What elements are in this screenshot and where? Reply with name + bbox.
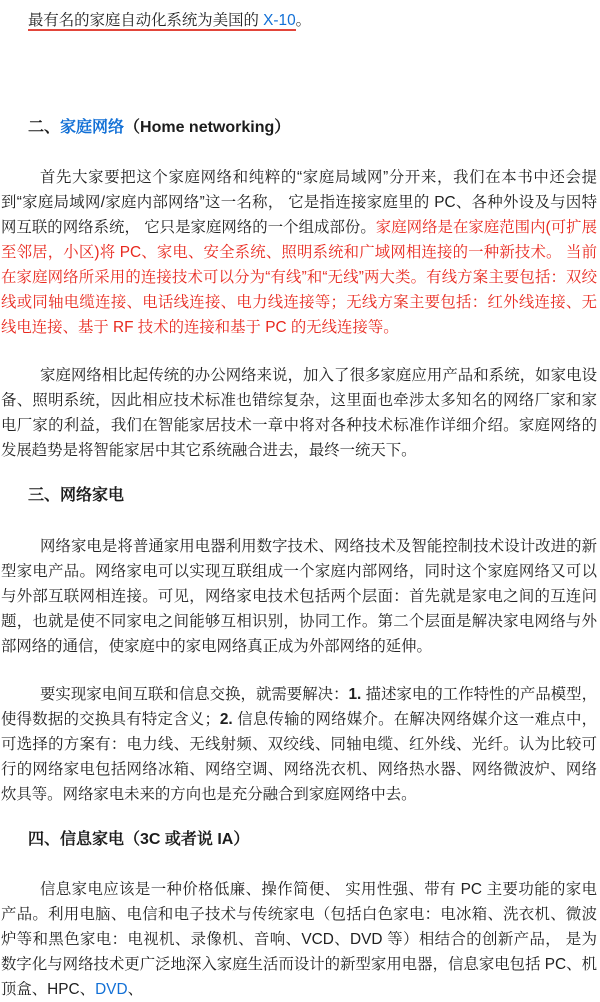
paragraph-home-network-trend: 家庭网络相比起传统的办公网络来说，加入了很多家庭应用产品和系统，如家电设备、照明系统，因此相应技术标准也错综复杂，这里面也牵涉太多知名的网络厂家和家电厂家的利益，我们在智能家居技术一章中将对各种技术标准作详细介绍。家庭网络的发展趋势是将智能家居中其它系统融合进去，最终一统天下。 [1, 367, 597, 459]
text-run-red: 家庭网络是在家庭范围内(可扩展至邻居，小区)将 PC、家电、安全系统、照明系统和广域网相连接的一种新技术。 当前在家庭网络所采用的连接技术可以分为“有线”和“无线”两大类。有线方案主要包括：双绞线或同轴电缆连接、电话线连接、电力线连接等；无线方案主要包括：红外线连接、无线电连接、基于 RF 技术的连接和基于 PC 的无线连接等。 [1, 219, 597, 336]
intro-text: 最有名的家庭自动化系统为美国的 [28, 12, 264, 29]
text-run-black: 首先大家要把这个家庭网络和纯粹的“家庭局域网”分开来，我们在本书中还会提到“家庭局域网/家庭内部网络”这一名称， 它是指连接家庭里的 PC、各种外设及与因特网互联的网络系统， 它只是家庭网络的一个组成部份。 [1, 169, 597, 236]
text-run: 要实现家电间互联和信息交换，就需要解决： [40, 686, 349, 703]
text-run: 、 [127, 981, 143, 998]
paragraph-home-network-definition [1, 165, 597, 340]
text-run: 信息家电应该是一种价格低廉、操作简便、 实用性强、带有 PC 主要功能的家电产品。利用电脑、电信和电子技术与传统家电（包括白色家电：电冰箱、洗衣机、微波炉等和黑色家电：电视机、录像机、音响、VCD、DVD 等）相结合的创新产品， 是为数字化与网络技术更广泛地深入家庭生活而设计的新型家用电器，信息家电包括 PC、机顶盒、HPC、 [1, 881, 597, 998]
text-run: 信息传输的网络媒介。在解决网络媒介这一难点中，可选择的方案有：电力线、无线射频、双绞线、同轴电缆、红外线、光纤。认为比较可行的网络家电包括网络冰箱、网络空调、网络洗衣机、网络热水器、网络微波炉、网络炊具等。网络家电未来的方向也是充分融合到家庭网络中去。 [1, 711, 597, 803]
heading-english: （Home networking） [124, 119, 291, 136]
list-number-1: 1. [348, 686, 362, 703]
intro-period: 。 [295, 12, 312, 29]
heading-network-appliances: 三、网络家电 [28, 487, 125, 504]
text-run: 描述家电的工作特性的产品模型，使得数据的交换具有特定含义； [1, 686, 597, 728]
paragraph-info-appliances [1, 877, 597, 1002]
x10-link[interactable]: X-10 [263, 12, 296, 29]
heading-home-networking [1, 118, 597, 138]
intro-line [1, 8, 597, 33]
list-number-2: 2. [219, 711, 233, 728]
dvd-link[interactable]: DVD [95, 981, 128, 998]
paragraph-network-appliances: 网络家电是将普通家用电器利用数字技术、网络技术及智能控制技术设计改进的新型家电产品。网络家电可以实现互联组成一个家庭内部网络，同时这个家庭网络又可以与外部互联网相连接。可见，网络家电技术包括两个层面：首先就是家电之间的互连问题，也就是使不同家电之间能够互相识别，协同工作。第二个层面是解决家电网络与外部网络的通信，使家庭中的家电网络真正成为外部网络的延伸。 [1, 538, 597, 655]
red-underlined-run [28, 12, 296, 31]
paragraph-appliance-interconnect [1, 682, 597, 807]
heading-number: 二、 [28, 119, 61, 136]
heading-title-blue: 家庭网络 [60, 119, 125, 136]
heading-info-appliances: 四、信息家电（3C 或者说 IA） [28, 831, 250, 848]
